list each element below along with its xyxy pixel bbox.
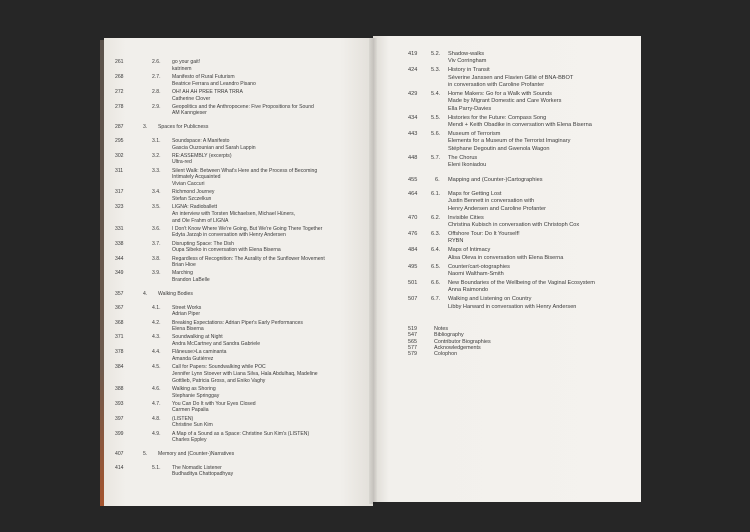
entry-author: Jennifer Lynn Stoever with Liana Silva, Hala Abdulhaq, Madeline: [172, 370, 318, 377]
entry-text: [448, 177, 641, 184]
back-matter-label: Bibliography: [434, 332, 464, 339]
section-number: 5.4.: [431, 91, 441, 98]
toc-entry: [373, 231, 641, 246]
entry-title: Home Makers: Go for a Walk with Sounds: [448, 91, 552, 98]
entry-title: (LISTEN): [172, 415, 194, 422]
page-number: 393: [115, 400, 124, 407]
section-number: 5.1.: [152, 464, 161, 471]
page-number: 331: [115, 225, 124, 232]
entry-title: New Boundaries of the Wellbeing of the Vaginal Ecosystem: [448, 279, 595, 286]
section-number: 2.6.: [152, 59, 161, 65]
entry-text: [448, 247, 641, 262]
toc-entry: [104, 153, 373, 166]
entry-author: Stephanie Springgay: [172, 392, 220, 399]
toc-entry: [104, 104, 373, 117]
entry-author: Vivian Caccuri: [172, 181, 205, 188]
back-matter-label: Colophon: [434, 351, 458, 358]
entry-author: Ella Parry-Davies: [448, 105, 492, 112]
entry-title: Flâneuse>La caminanta: [172, 349, 227, 356]
toc-entry: [373, 91, 641, 113]
entry-author: Elements for a Museum of the Terrorist Imaginary: [448, 138, 571, 145]
entry-title: Maps for Getting Lost: [448, 191, 502, 197]
entry-text: [172, 320, 373, 333]
entry-title: RE:ASSEMBLY (excerpts): [172, 152, 232, 159]
toc-entry: [104, 386, 373, 399]
toc-entry: [373, 264, 641, 279]
section-number: 5.6.: [431, 131, 441, 138]
entry-author: Budhaditya Chattopadhyay: [172, 471, 234, 478]
entry-text: [448, 115, 641, 130]
page-number: 317: [115, 189, 124, 196]
entry-author: Stéphane Degoutin and Gwenola Wagon: [448, 145, 550, 152]
entry-text: [172, 465, 373, 478]
toc-entry: [104, 189, 373, 202]
entry-title: Marching: [172, 270, 193, 277]
entry-title: Spaces for Publicness: [158, 124, 209, 131]
section-number: 4.3.: [152, 334, 161, 341]
page-number: 565: [408, 338, 417, 345]
page-number: 278: [115, 103, 124, 110]
page-number: 414: [115, 464, 124, 471]
page-number: 349: [115, 270, 124, 277]
section-number: 4.9.: [152, 430, 161, 437]
entry-author: and Ole Frahm of LIGNA: [172, 217, 229, 224]
entry-text: [448, 131, 641, 153]
entry-author: Stefan Szczelkun: [172, 195, 212, 202]
section-number: 4.1.: [152, 304, 161, 311]
entry-text: [172, 241, 373, 254]
toc-entry: [104, 320, 373, 333]
section-number: 6.2.: [431, 214, 441, 221]
section-number: 6.3.: [431, 231, 441, 238]
entry-text: [172, 153, 373, 166]
entry-title: Breaking Expectations: Adrian Piper's Early Performances: [172, 319, 303, 326]
section-number: 3.7.: [152, 240, 161, 247]
entry-title: go your gait!: [172, 59, 201, 65]
entry-text: [172, 364, 373, 384]
entry-text: [172, 104, 373, 117]
entry-text: [448, 296, 641, 311]
entry-text: [448, 191, 641, 213]
entry-text: [172, 431, 373, 444]
toc-entry: [373, 247, 641, 262]
back-matter-label: Notes: [434, 326, 449, 332]
entry-title: Museum of Terrorism: [448, 131, 501, 138]
page-number: 323: [115, 204, 124, 211]
entry-title: Histories for the Future: Compass Song: [448, 114, 547, 121]
entry-author: AM Kanngieser: [172, 110, 207, 117]
entry-title: A Map of a Sound as a Space: Christine Sun Kim's (LISTEN): [172, 430, 310, 437]
page-number: 311: [115, 167, 124, 174]
entry-title: Street Works: [172, 304, 202, 311]
page-number: 261: [115, 59, 124, 65]
section-number: 3.8.: [152, 255, 161, 262]
entry-text: [158, 291, 373, 298]
page-number: 399: [115, 430, 124, 437]
entry-text: [448, 264, 641, 279]
toc-entry: [104, 270, 373, 283]
entry-text: [172, 168, 373, 188]
section-number: 4.6.: [152, 385, 161, 392]
toc-entry: [104, 204, 373, 224]
entry-title: Shadow-walks: [448, 51, 485, 57]
entry-title: OH! AH AH PREE TRRA TRRA: [172, 88, 243, 95]
entry-author: Séverine Janssen and Flavien Gillié of BNA-BBOT: [448, 74, 574, 81]
page-number: 302: [115, 152, 124, 159]
section-number: 2.8.: [152, 88, 161, 95]
entry-text: [172, 89, 373, 102]
toc-entry: [104, 349, 373, 362]
entry-author: Libby Harward in conversation with Henry Andersen: [448, 303, 577, 310]
page-number: 407: [115, 450, 124, 457]
entry-author: Catherine Clover: [172, 95, 211, 102]
toc-entry: [373, 131, 641, 153]
entry-text: [448, 51, 641, 66]
section-number: 6.6.: [431, 279, 441, 286]
entry-author: Elena Biserna: [172, 326, 204, 333]
right-page: [373, 36, 641, 502]
page-number: 419: [408, 51, 418, 57]
toc-entry: [373, 296, 641, 311]
section-number: 3.2.: [152, 152, 161, 159]
entry-title: Disrupting Space: The Dish: [172, 240, 234, 247]
entry-text: [172, 349, 373, 362]
page-number: 384: [115, 364, 124, 371]
book-gutter: [369, 38, 377, 504]
toc-entry: [373, 280, 641, 295]
section-number: 2.9.: [152, 103, 161, 110]
chapter-heading: [104, 451, 373, 458]
entry-title: LIGNA: Radioballett: [172, 204, 218, 211]
table-of-contents-left: [104, 59, 373, 480]
page-number: 338: [115, 240, 124, 247]
entry-text: [448, 231, 641, 246]
page-number: 519: [408, 326, 417, 332]
entry-title: I Don't Know Where We're Going, But We're Going There Together: [172, 225, 323, 232]
left-page: [104, 38, 373, 506]
page-number: 501: [408, 279, 418, 286]
section-number: 3.1.: [152, 137, 161, 144]
entry-author: Mendi + Keith Obadike in conversation with Elena Biserna: [448, 122, 592, 129]
page-number: 424: [408, 67, 418, 74]
page-number: 434: [408, 114, 418, 121]
page-number: 470: [408, 214, 418, 221]
section-number: 3.: [143, 124, 148, 131]
section-number: 3.5.: [152, 204, 161, 211]
page-number: 388: [115, 385, 124, 392]
entry-author: Christina Kubisch in conversation with Christoph Cox: [448, 222, 580, 229]
entry-author: in conversation with Caroline Profanter: [448, 82, 545, 89]
page-number: 547: [408, 332, 417, 339]
entry-title: The Chorus: [448, 154, 478, 161]
entry-title: Regardless of Recognition: The Aurality of the Sunflower Movement: [172, 255, 325, 262]
section-number: 4.7.: [152, 400, 161, 407]
toc-entry: [104, 89, 373, 102]
entry-text: [172, 138, 373, 151]
toc-entry: [104, 256, 373, 269]
entry-title: Manifesto of Rural Futurism: [172, 73, 235, 80]
toc-entry: [104, 431, 373, 444]
page-number: 455: [408, 176, 418, 183]
page-number: 443: [408, 131, 418, 138]
entry-author: Brian Hioe: [172, 262, 196, 269]
page-number: 378: [115, 349, 124, 356]
section-number: 4.: [143, 290, 148, 297]
entry-text: [172, 59, 373, 72]
entry-text: [158, 124, 373, 131]
entry-author: Beatrice Ferrara and Leandro Pisano: [172, 80, 256, 87]
toc-entry: [373, 115, 641, 130]
entry-author: Justin Bennett in conversation with: [448, 198, 535, 205]
entry-title: Walking as Shoring: [172, 385, 216, 392]
entry-title: Walking Bodies: [158, 290, 193, 297]
entry-text: [172, 226, 373, 239]
entry-author: katrinem: [172, 65, 192, 72]
entry-title: You Can Do It with Your Eyes Closed: [172, 400, 256, 407]
entry-author: Viv Corringham: [448, 58, 487, 65]
toc-entry: [104, 364, 373, 384]
entry-text: [172, 74, 373, 87]
entry-author: Alisa Oleva in conversation with Elena Biserna: [448, 254, 564, 261]
section-number: 6.1.: [431, 191, 441, 197]
section-number: 6.7.: [431, 296, 441, 303]
table-of-contents-right: [373, 51, 641, 313]
entry-text: [172, 305, 373, 318]
toc-entry: [104, 138, 373, 151]
entry-title: Invisible Cities: [448, 214, 484, 221]
page-number: 287: [115, 124, 124, 131]
section-number: 4.8.: [152, 415, 161, 422]
section-number: 4.2.: [152, 319, 161, 326]
section-number: 6.4.: [431, 247, 441, 254]
page-number: 367: [115, 304, 124, 311]
entry-author: Made by Migrant Domestic and Care Workers: [448, 98, 562, 105]
entry-author: Ultra-red: [172, 159, 192, 166]
section-number: 3.9.: [152, 270, 161, 277]
page-number: 495: [408, 263, 418, 270]
section-number: 5.7.: [431, 154, 441, 161]
entry-text: [172, 401, 373, 414]
entry-title: Counter/cart-otographies: [448, 263, 510, 270]
entry-title: Mapping and (Counter-)Cartographies: [448, 176, 543, 183]
entry-text: [172, 256, 373, 269]
entry-author: An interview with Torsten Michaelsen, Michael Hüners,: [172, 210, 296, 217]
chapter-heading: [104, 124, 373, 131]
toc-entry: [104, 168, 373, 188]
entry-text: [448, 215, 641, 230]
toc-entry: [104, 59, 373, 72]
back-matter-label: Contributor Biographies: [434, 338, 491, 345]
chapter-heading: [104, 291, 373, 298]
entry-title: Silent Walk: Between What's Here and the Process of Becoming: [172, 167, 318, 174]
entry-author: Carmen Papalia: [172, 407, 209, 414]
section-number: 5.3.: [431, 67, 441, 74]
page-number: 484: [408, 247, 418, 254]
page-number: 357: [115, 290, 124, 297]
section-number: 6.: [435, 176, 440, 183]
toc-entry: [104, 334, 373, 347]
toc-entry: [104, 226, 373, 239]
entry-author: Gottlieb, Patricia Gross, and Eniko Vaghy: [172, 377, 266, 384]
page-number: 579: [408, 351, 417, 358]
toc-entry: [373, 215, 641, 230]
entry-text: [172, 386, 373, 399]
page-number: 397: [115, 415, 124, 422]
section-number: 3.4.: [152, 189, 161, 196]
entry-text: [172, 416, 373, 429]
page-number: 371: [115, 334, 124, 341]
section-number: 5.5.: [431, 114, 441, 121]
entry-text: [172, 204, 373, 224]
page-number: 368: [115, 319, 124, 326]
page-number: 476: [408, 231, 418, 238]
entry-author: Brandon LaBelle: [172, 277, 210, 284]
toc-entry: [104, 465, 373, 478]
entry-title: Maps of Intimacy: [448, 247, 491, 254]
page-number: 507: [408, 296, 418, 303]
toc-entry: [104, 401, 373, 414]
entry-title: Soundspace: A Manifesto: [172, 137, 230, 144]
page-number: 448: [408, 154, 418, 161]
page-number: 577: [408, 344, 417, 351]
entry-author: Henry Andersen and Caroline Profanter: [448, 205, 546, 212]
entry-text: [448, 155, 641, 170]
page-number: 464: [408, 191, 418, 197]
section-number: 5.2.: [431, 51, 441, 57]
entry-title: Walking and Listening on Country: [448, 296, 532, 303]
entry-author: Gascia Ouzounian and Sarah Lappin: [172, 144, 256, 151]
entry-text: [172, 270, 373, 283]
section-number: 2.7.: [152, 73, 161, 80]
chapter-heading: [373, 177, 641, 184]
entry-title: Soundwalking at Night: [172, 334, 223, 341]
entry-title: History in Transit: [448, 67, 490, 74]
toc-entry: [373, 51, 641, 66]
entry-author: Intimately Acquainted: [172, 174, 221, 181]
entry-author: Edyta Jarząb in conversation with Henry Andersen: [172, 232, 286, 239]
entry-author: Andra McCartney and Sandra Gabriele: [172, 341, 261, 348]
entry-title: Offshore Tour: Do It Yourself!: [448, 231, 520, 238]
toc-entry: [104, 74, 373, 87]
entry-author: Anna Raimondo: [448, 287, 489, 294]
entry-text: [158, 451, 373, 458]
page-number: 344: [115, 255, 124, 262]
entry-text: [448, 91, 641, 113]
entry-text: [448, 67, 641, 89]
entry-author: Amanda Gutiérrez: [172, 356, 214, 363]
page-number: 295: [115, 137, 124, 144]
entry-title: Geopolitics and the Anthropocene: Five Propositions for Sound: [172, 103, 314, 110]
page-number: 268: [115, 73, 124, 80]
entry-author: Oupa Sibeko in conversation with Elena Biserna: [172, 247, 281, 254]
section-number: 5.: [143, 450, 148, 457]
section-number: 4.4.: [152, 349, 161, 356]
section-number: 6.5.: [431, 263, 441, 270]
toc-entry: [373, 67, 641, 89]
entry-author: Eleni Ikoniadou: [448, 162, 487, 169]
entry-title: The Nomadic Listener: [172, 464, 222, 471]
page-number: 272: [115, 88, 124, 95]
section-number: 3.6.: [152, 225, 161, 232]
toc-entry: [104, 416, 373, 429]
entry-author: Naomi Waltham-Smith: [448, 271, 504, 278]
toc-entry: [373, 191, 641, 213]
section-number: 4.5.: [152, 364, 161, 371]
toc-entry: [104, 241, 373, 254]
entry-author: RYBN: [448, 238, 464, 245]
toc-entry: [104, 305, 373, 318]
back-matter-list: [408, 326, 491, 358]
entry-author: Christine Sun Kim: [172, 422, 213, 429]
entry-author: Charles Eppley: [172, 437, 207, 444]
entry-text: [172, 334, 373, 347]
toc-entry: [373, 155, 641, 170]
entry-title: Call for Papers: Soundwalking while POC: [172, 364, 266, 371]
back-matter-label: Acknowledgements: [434, 344, 481, 351]
entry-text: [448, 280, 641, 295]
entry-text: [172, 189, 373, 202]
page-number: 429: [408, 91, 418, 98]
entry-title: Memory and (Counter-)Narratives: [158, 450, 235, 457]
entry-author: Adrian Piper: [172, 311, 201, 318]
entry-title: Richmond Journey: [172, 189, 215, 196]
section-number: 3.3.: [152, 167, 161, 174]
back-matter-item: [408, 351, 458, 358]
